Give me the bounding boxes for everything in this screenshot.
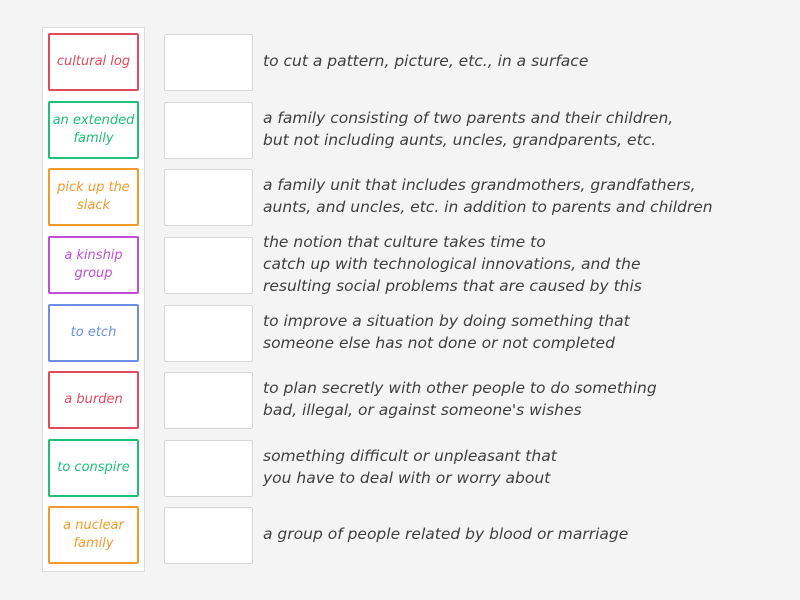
term-card-cultural-log[interactable]: cultural log <box>48 33 139 91</box>
definition-6: to plan secretly with other people to do something bad, illegal, or against someone's wishes <box>263 379 657 419</box>
term-card-column <box>42 27 145 572</box>
drop-slot-5[interactable] <box>164 305 253 362</box>
term-card-a-burden[interactable]: a burden <box>48 371 139 429</box>
term-card-to-conspire[interactable]: to conspire <box>48 439 139 497</box>
definition-3: a family unit that includes grandmothers, grandfathers, aunts, and uncles, etc. in addition to parents and children <box>263 176 713 216</box>
term-card-pick-up-the-slack[interactable]: pick up the slack <box>48 168 139 226</box>
term-card-nuclear-family[interactable]: a nuclear family <box>48 506 139 564</box>
definition-8: a group of people related by blood or marriage <box>263 525 629 543</box>
drop-slot-3[interactable] <box>164 169 253 226</box>
drop-slot-6[interactable] <box>164 372 253 429</box>
definition-2: a family consisting of two parents and their children, but not including aunts, uncles, grandparents, etc. <box>263 109 674 149</box>
definition-5: to improve a situation by doing something that someone else has not done or not completed <box>263 312 630 352</box>
term-card-to-etch[interactable]: to etch <box>48 304 139 362</box>
term-card-extended-family[interactable]: an extended family <box>48 101 139 159</box>
drop-slot-8[interactable] <box>164 507 253 564</box>
drop-slot-7[interactable] <box>164 440 253 497</box>
drop-slot-2[interactable] <box>164 102 253 159</box>
definition-7: something difficult or unpleasant that you have to deal with or worry about <box>263 447 557 487</box>
term-card-kinship-group[interactable]: a kinship group <box>48 236 139 294</box>
drop-slot-1[interactable] <box>164 34 253 91</box>
drop-slot-4[interactable] <box>164 237 253 294</box>
definition-4: the notion that culture takes time to catch up with technological innovations, and the resulting social problems that are caused by this <box>263 233 642 295</box>
definition-1: to cut a pattern, picture, etc., in a surface <box>263 52 589 70</box>
